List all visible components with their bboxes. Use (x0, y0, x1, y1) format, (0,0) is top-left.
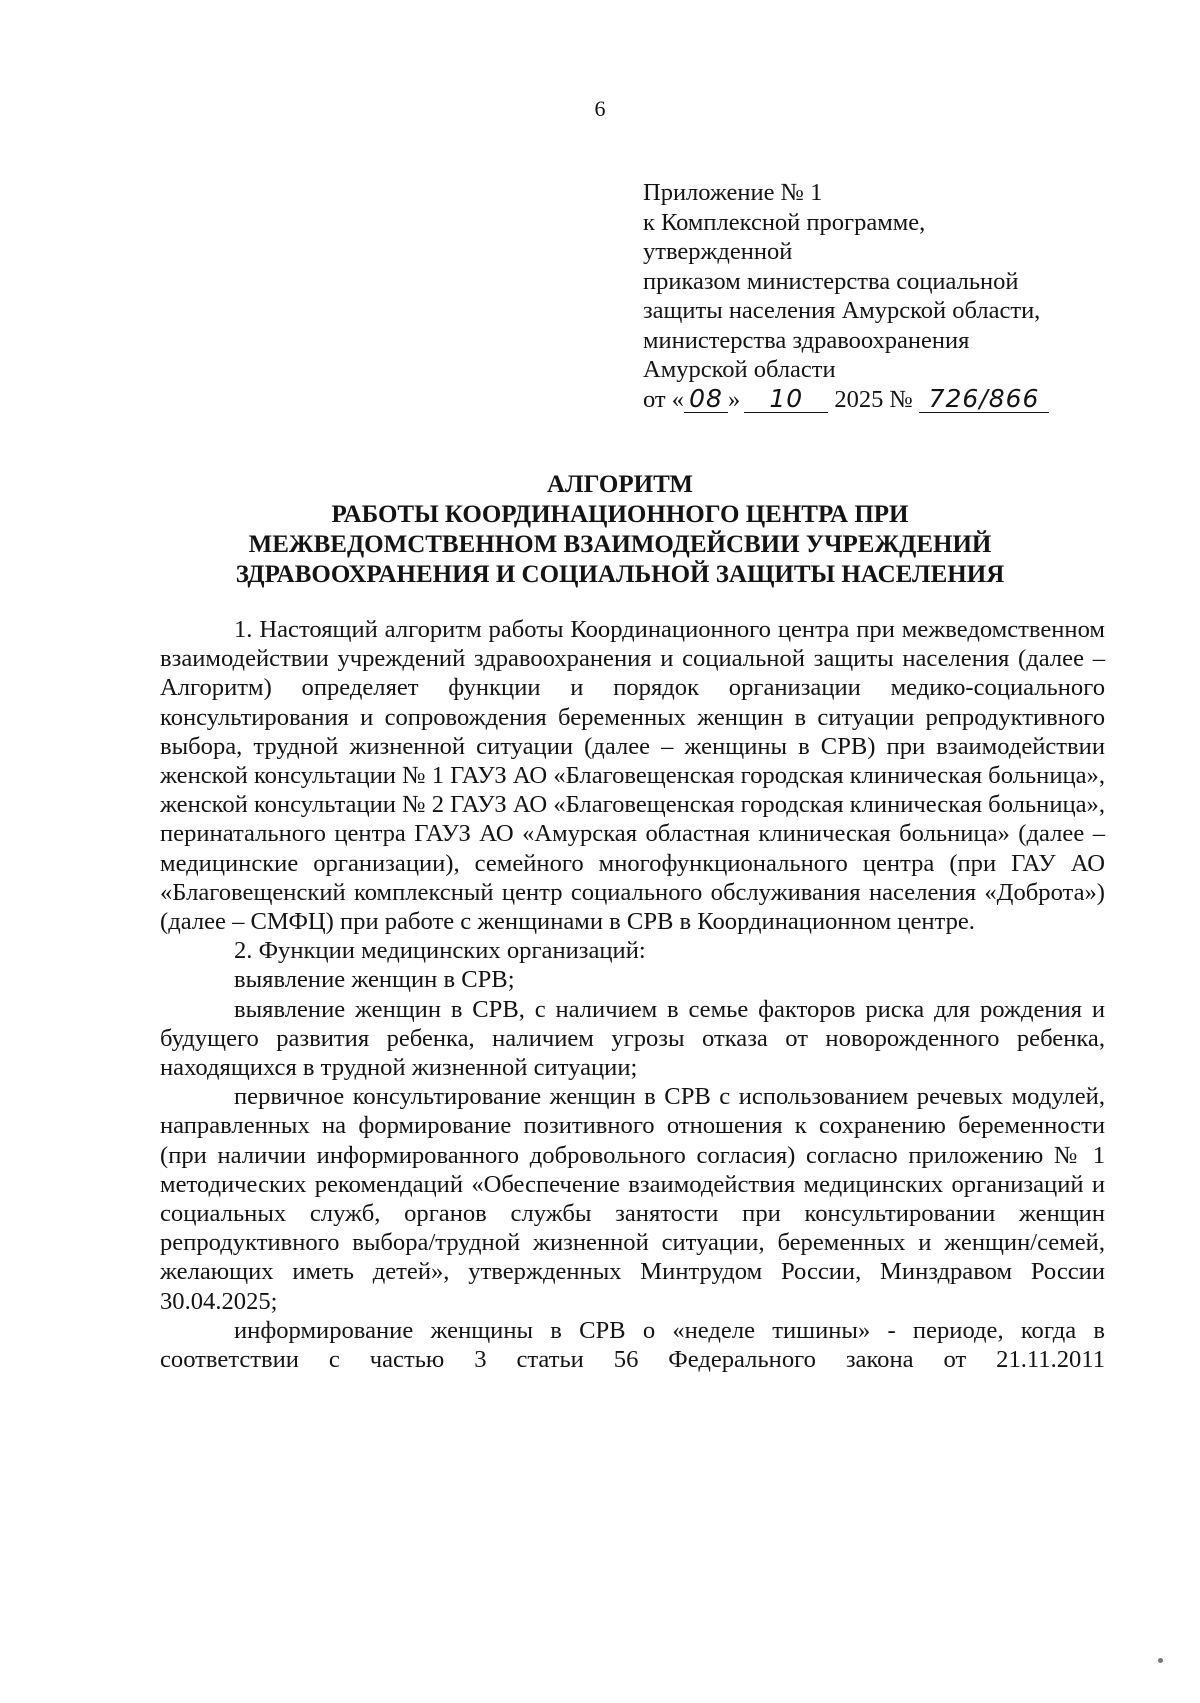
title-line: РАБОТЫ КООРДИНАЦИОННОГО ЦЕНТРА ПРИ (331, 501, 909, 528)
order-prefix: от « (643, 385, 685, 413)
handwritten-day: 08 (684, 386, 728, 413)
handwritten-month: 10 (744, 386, 828, 413)
paragraph-2: 2. Функции медицинских организаций: (234, 937, 646, 965)
order-mid: » (728, 385, 741, 413)
appendix-block (643, 178, 1103, 414)
order-date-line (643, 385, 1103, 415)
page-number: 6 (594, 96, 606, 121)
title-line: АЛГОРИТМ (546, 471, 694, 498)
appendix-line: защиты населения Амурской области, (643, 297, 1041, 324)
title-line: МЕЖВЕДОМСТВЕННОМ ВЗАИМОДЕЙСВИИ УЧРЕЖДЕНИЙ (248, 531, 992, 558)
paragraph-4: выявление женщин в СРВ, с наличием в семье факторов риска для рождения и будущего развития ребенка, наличием угрозы отказа от новорожденного ребенка, находящихся в трудной жизненной ситуации; (160, 995, 1105, 1082)
appendix-line: Приложение № 1 (643, 179, 823, 206)
paragraph-6: информирование женщины в СРВ о «неделе тишины» - периоде, когда в соответствии с частью 3 статьи 56 Федерального закона от 21.11.2011 (160, 1316, 1105, 1374)
order-year: 2025 № (834, 385, 913, 413)
title-line: ЗДРАВООХРАНЕНИЯ И СОЦИАЛЬНОЙ ЗАЩИТЫ НАСЕЛЕНИЯ (235, 561, 1005, 588)
paragraph-5: первичное консультирование женщин в СРВ с использованием речевых модулей, направленных на формирование позитивного отношения к сохранению беременности (при наличии информированного добровольного согласия) согласно приложению № 1 методических рекомендаций «Обеспечение взаимодействия медицинских организаций и социальных служб, органов службы занятости при консультировании женщин репродуктивного выбора/трудной жизненной ситуации, беременных и женщин/семей, желающих иметь детей», утвержденных Минтрудом России, Минздравом России 30.04.2025; (160, 1083, 1105, 1315)
paragraph-3: выявление женщин в СРВ; (234, 966, 515, 994)
paragraph-1: 1. Настоящий алгоритм работы Координационного центра при межведомственном взаимодействии учреждений здравоохранения и социальной защиты населения (далее – Алгоритм) определяет функции и порядок организации медико-социального консультирования и сопровождения беременных женщин в ситуации репродуктивного выбора, трудной жизненной ситуации (далее – женщины в СРВ) при взаимодействии женской консультации № 1 ГАУЗ АО «Благовещенская городская клиническая больница», женской консультации № 2 ГАУЗ АО «Благовещенская городская клиническая больница», перинатального центра ГАУЗ АО «Амурская областная клиническая больница» (далее – медицинские организации), семейного многофункционального центра (при ГАУ АО «Благовещенский комплексный центр социального обслуживания населения «Доброта») (далее – СМФЦ) при работе с женщинами в СРВ в Координационном центре. (160, 616, 1105, 936)
appendix-line: приказом министерства социальной (643, 267, 1019, 295)
appendix-line: утвержденной (643, 238, 793, 265)
appendix-line: Амурской области (643, 356, 836, 383)
handwritten-order-number: 726/866 (919, 386, 1049, 413)
appendix-line: к Комплексной программе, (643, 208, 926, 236)
document-body (160, 615, 1105, 1374)
document-title (160, 470, 1080, 590)
appendix-line: министерства здравоохранения (643, 326, 970, 354)
scan-speck (1158, 1658, 1163, 1663)
